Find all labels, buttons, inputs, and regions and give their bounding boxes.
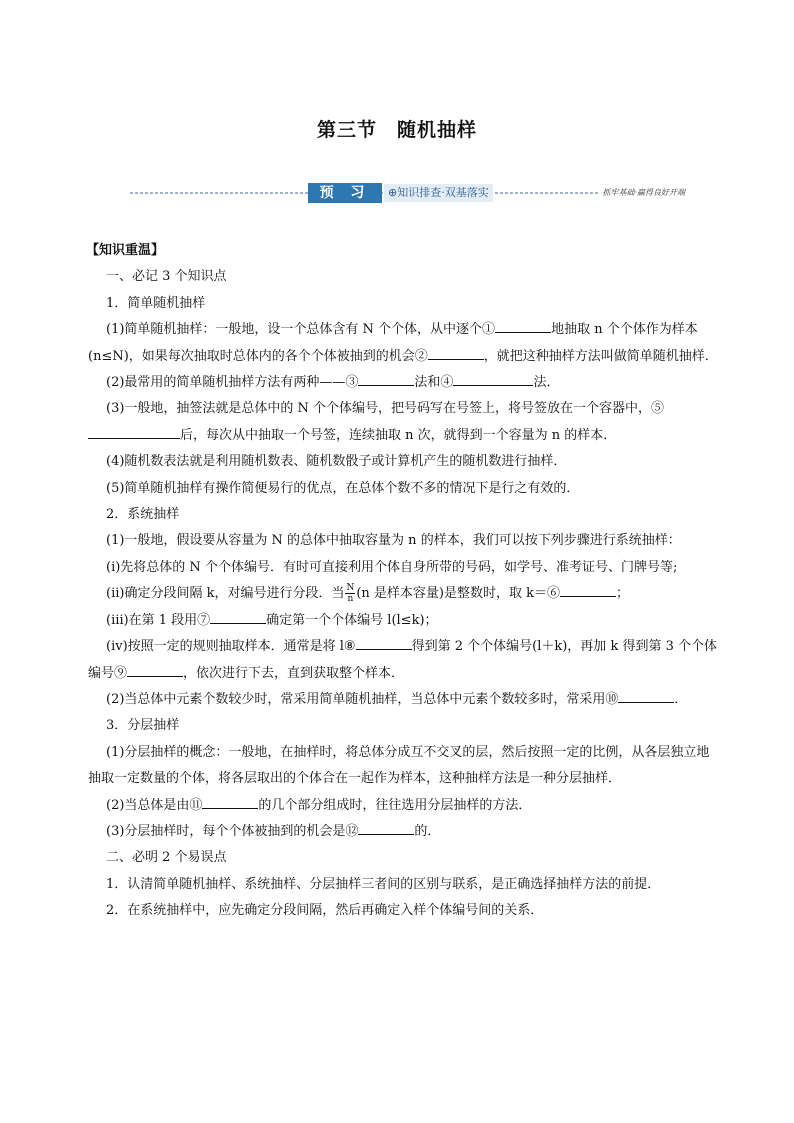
paragraph: (3)一般地，抽签法就是总体中的 N 个个体编号，把号码写在号签上，将号签放在一个容器中，⑤后，每次从中抽取一个号签，连续抽取 n 次，就得到一个容量为 n 的样本． bbox=[88, 396, 720, 449]
paragraph: (1)简单随机抽样：一般地，设一个总体含有 N 个个体，从中逐个① 地抽取 n 个个体作为样本(n≤N)，如果每次抽取时总体内的各个个体被抽到的机会② ，就把这种抽样方法叫做简单随机抽样． bbox=[88, 317, 720, 370]
paragraph: (2)当总体中元素个数较少时，常采用简单随机抽样，当总体中元素个数较多时，常采用⑩ ． bbox=[88, 687, 720, 713]
paragraph: (ⅲ)在第 1 段用⑦ 确定第一个个体编号 l(l≤k)； bbox=[88, 608, 720, 634]
paragraph: (ⅱ)确定分段间隔 k，对编号进行分段．当 $\frac{N}{n}$ (n 是样本容量)是整数时，取 k＝⑥ ； bbox=[106, 583, 630, 605]
paragraph: (4)随机数表法就是利用随机数表、随机数骰子或计算机产生的随机数进行抽样． bbox=[106, 454, 567, 470]
paragraph: (1)一般地，假设要从容量为 N 的总体中抽取容量为 n 的样本，我们可以按下列步骤进行系统抽样： bbox=[106, 533, 681, 549]
fill-blank bbox=[127, 662, 183, 677]
paragraph: (5)简单随机抽样有操作简便易行的优点，在总体个数不多的情况下是行之有效的． bbox=[106, 480, 580, 496]
fill-blank bbox=[210, 609, 266, 624]
section-heading: 【知识重温】 bbox=[86, 243, 165, 258]
fill-blank bbox=[202, 794, 258, 809]
fill-blank bbox=[88, 424, 180, 439]
banner-slogan: 抓牢基础·赢得良好开端 bbox=[599, 185, 688, 201]
fill-blank bbox=[495, 318, 551, 333]
fill-blank bbox=[560, 582, 616, 597]
paragraph: 1．简单随机抽样 bbox=[106, 295, 206, 311]
paragraph: (1)分层抽样的概念：一般地，在抽样时，将总体分成互不交叉的层，然后按照一定的比例，从各层独立地抽取一定数量的个体，将各层取出的个体合在一起作为样本，这种抽样方法是一种分层抽样． bbox=[88, 744, 710, 787]
fill-blank bbox=[358, 371, 414, 386]
paragraph: 二、必明 2 个易误点 bbox=[106, 850, 227, 866]
paragraph: 1．认清简单随机抽样、系统抽样、分层抽样三者间的区别与联系，是正确选择抽样方法的前提． bbox=[106, 876, 661, 892]
fraction: $\frac{N}{n}$ bbox=[346, 583, 355, 605]
paragraph: (2)最常用的简单随机抽样方法有两种——③ 法和④ 法． bbox=[88, 370, 720, 396]
page-title: 第三节 随机抽样 bbox=[316, 119, 477, 141]
paragraph: 2．系统抽样 bbox=[106, 507, 180, 523]
section-banner bbox=[130, 183, 690, 203]
paragraph: 3．分层抽样 bbox=[106, 718, 180, 734]
fill-blank bbox=[618, 688, 674, 703]
paragraph: 一、必记 3 个知识点 bbox=[106, 269, 227, 285]
fill-blank bbox=[356, 635, 412, 650]
paragraph: (2)当总体是由⑪ 的几个部分组成时，往往选用分层抽样的方法． bbox=[88, 793, 720, 819]
banner-subtitle: ⊕知识排查·双基落实 bbox=[384, 184, 493, 202]
fill-blank bbox=[453, 371, 533, 386]
paragraph: 2．在系统抽样中，应先确定分段间隔，然后再确定入样个体编号间的关系． bbox=[106, 903, 544, 919]
paragraph: (ⅳ)按照一定的规则抽取样本．通常是将 l⑧ 得到第 2 个个体编号(l＋k)，再加 k 得到第 3 个个体编号⑨ ，依次进行下去，直到获取整个样本． bbox=[88, 634, 720, 687]
document-body bbox=[88, 238, 720, 925]
fill-blank bbox=[428, 345, 484, 360]
banner-tag: 预 习 bbox=[308, 183, 382, 203]
paragraph: (ⅰ)先将总体的 N 个个体编号．有时可直接利用个体自身所带的号码，如学号、准考证号、门牌号等; bbox=[106, 559, 678, 575]
paragraph: (3)分层抽样时，每个个体被抽到的机会是⑫ 的． bbox=[88, 819, 720, 845]
fill-blank bbox=[358, 820, 414, 835]
